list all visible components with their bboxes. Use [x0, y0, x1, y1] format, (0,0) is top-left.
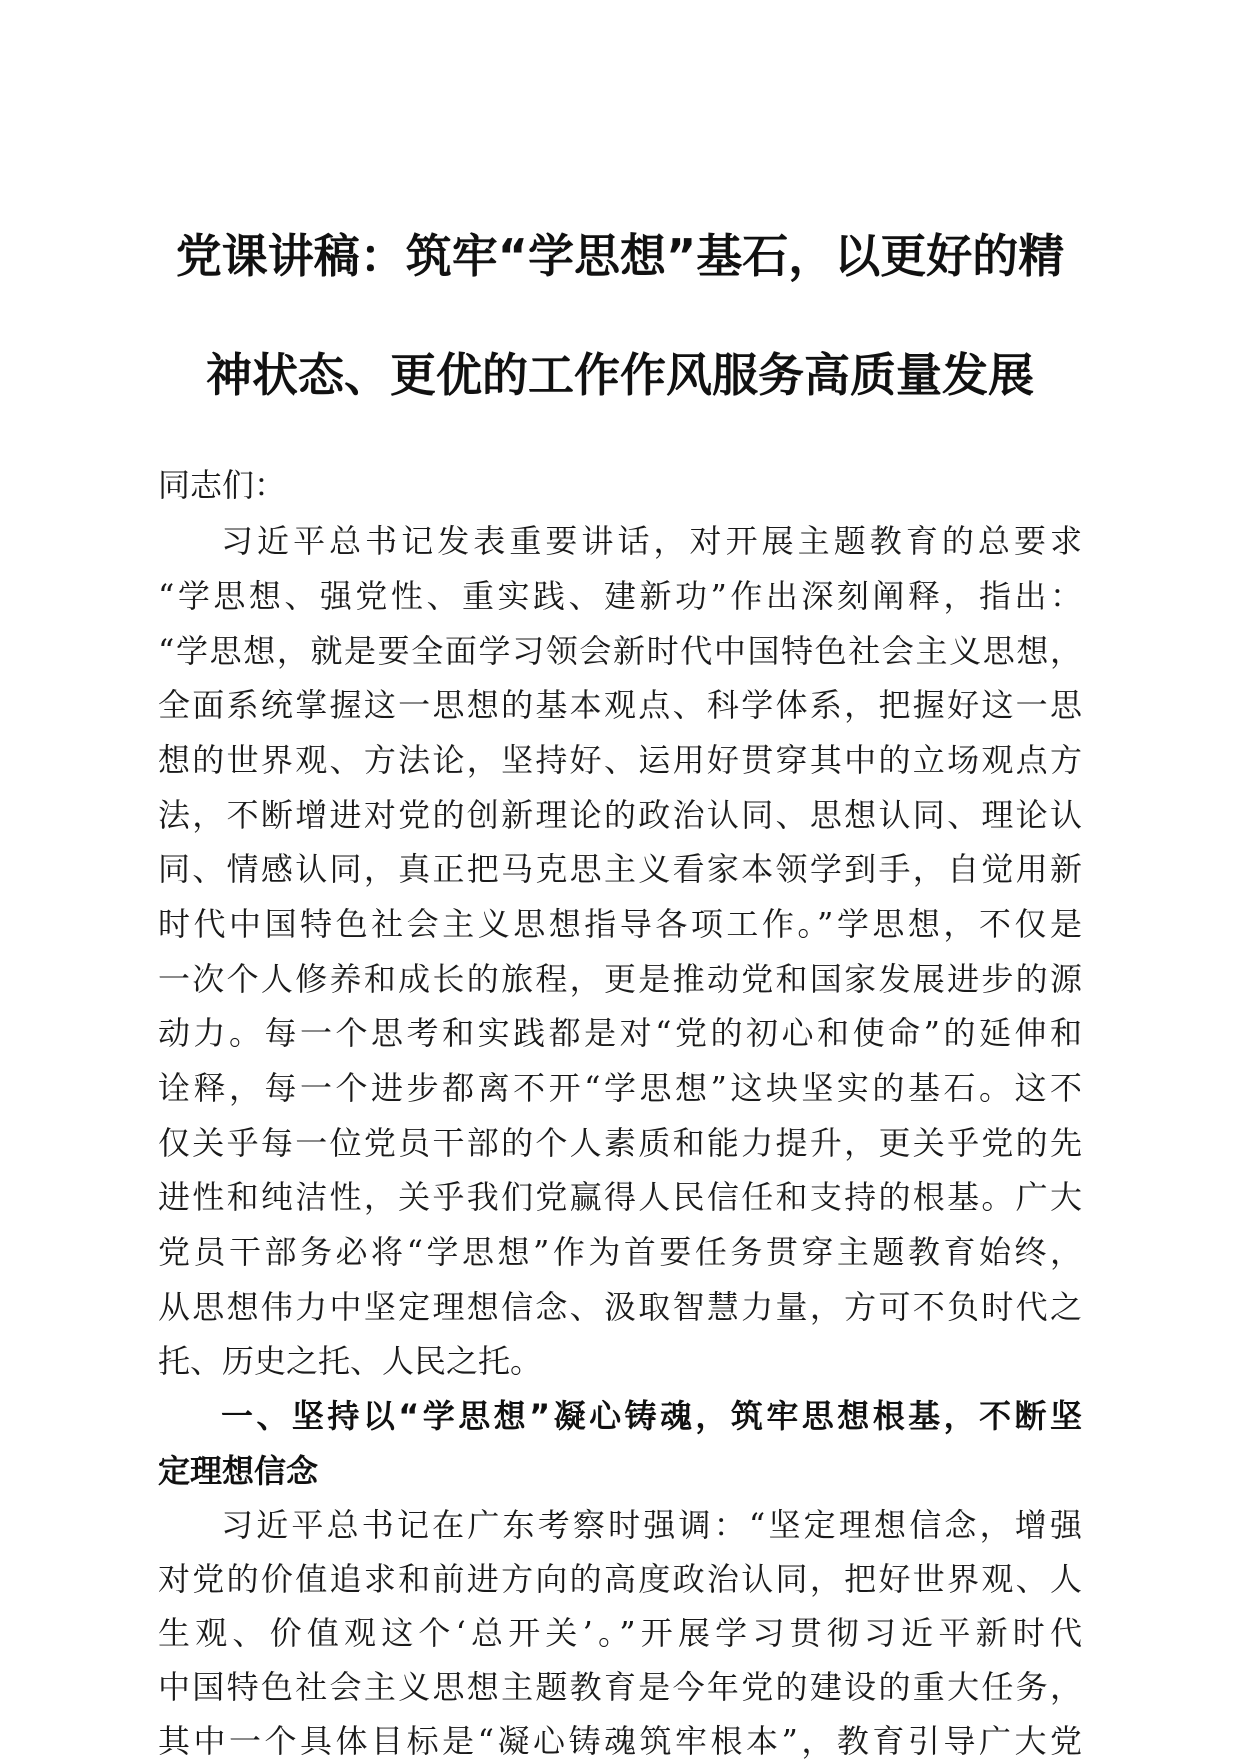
paragraph-line: “学思想、强党性、重实践、建新功”作出深刻阐释，指出：: [158, 577, 1082, 615]
paragraph-line: 其中一个具体目标是“凝心铸魂筑牢根本”，教育引导广大党: [158, 1722, 1082, 1760]
section-heading-line: 一、坚持以“学思想”凝心铸魂，筑牢思想根基，不断坚: [221, 1397, 1082, 1435]
paragraph-line: 中国特色社会主义思想主题教育是今年党的建设的重大任务，: [158, 1668, 1082, 1706]
document-title-line-1: 党课讲稿：筑牢“学思想”基石，以更好的精: [175, 229, 1065, 283]
paragraph-line: 想的世界观、方法论，坚持好、运用好贯穿其中的立场观点方: [158, 741, 1082, 779]
section-heading-line: 定理想信念: [158, 1452, 319, 1490]
paragraph-line: 党员干部务必将“学思想”作为首要任务贯穿主题教育始终，: [158, 1233, 1082, 1271]
paragraph-line: 习近平总书记发表重要讲话，对开展主题教育的总要求: [221, 522, 1082, 560]
paragraph-line: 习近平总书记在广东考察时强调：“坚定理想信念，增强: [221, 1506, 1082, 1544]
document-title-line-2: 神状态、更优的工作作风服务高质量发展: [206, 348, 1034, 402]
paragraph-line: 仅关乎每一位党员干部的个人素质和能力提升，更关乎党的先: [158, 1124, 1082, 1162]
paragraph-line: 进性和纯洁性，关乎我们党赢得人民信任和支持的根基。广大: [158, 1178, 1082, 1216]
paragraph-line: 诠释，每一个进步都离不开“学思想”这块坚实的基石。这不: [158, 1069, 1082, 1107]
paragraph-line: 时代中国特色社会主义思想指导各项工作。”学思想，不仅是: [158, 905, 1082, 943]
paragraph-line: 生观、价值观这个‘总开关’。”开展学习贯彻习近平新时代: [158, 1614, 1082, 1652]
paragraph-line: 同、情感认同，真正把马克思主义看家本领学到手，自觉用新: [158, 850, 1082, 888]
paragraph-line: 法，不断增进对党的创新理论的政治认同、思想认同、理论认: [158, 796, 1082, 834]
paragraph-line: “学思想，就是要全面学习领会新时代中国特色社会主义思想，: [158, 632, 1082, 670]
paragraph-line: 全面系统掌握这一思想的基本观点、科学体系，把握好这一思: [158, 686, 1082, 724]
paragraph-line: 从思想伟力中坚定理想信念、汲取智慧力量，方可不负时代之: [158, 1288, 1082, 1326]
paragraph-line: 对党的价值追求和前进方向的高度政治认同，把好世界观、人: [158, 1560, 1082, 1598]
paragraph-line: 一次个人修养和成长的旅程，更是推动党和国家发展进步的源: [158, 960, 1082, 998]
paragraph-line: 托、历史之托、人民之托。: [158, 1342, 543, 1380]
paragraph-line: 动力。每一个思考和实践都是对“党的初心和使命”的延伸和: [158, 1014, 1082, 1052]
salutation: 同志们：: [158, 466, 287, 504]
